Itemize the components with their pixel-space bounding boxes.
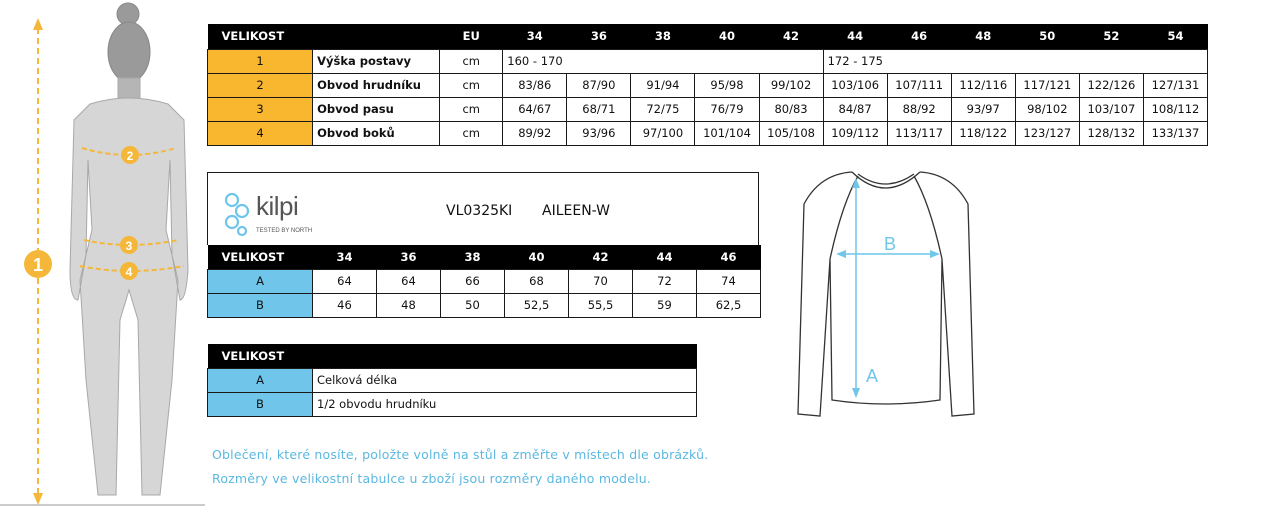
cell: 97/100 [631, 121, 695, 145]
unit-header: EU [440, 24, 503, 49]
cell: 64 [377, 269, 441, 293]
cell: 64 [313, 269, 377, 293]
cell: 50 [441, 293, 505, 317]
cell: 68 [505, 269, 569, 293]
size-col: 44 [823, 24, 887, 49]
cell: 93/97 [951, 97, 1015, 121]
row-name: Obvod hrudníku [313, 73, 440, 97]
cell: 55,5 [569, 293, 633, 317]
row-number: 1 [208, 49, 313, 73]
row-unit: cm [440, 73, 503, 97]
cell: 93/96 [567, 121, 631, 145]
height-range: 160 - 170 [503, 49, 823, 73]
row-number: 4 [208, 121, 313, 145]
cell: 80/83 [759, 97, 823, 121]
legend-table-header [208, 344, 697, 368]
table-row [208, 97, 1208, 121]
size-col: 36 [377, 245, 441, 269]
cell: 103/107 [1079, 97, 1143, 121]
table-row [208, 49, 1208, 73]
row-number: 3 [208, 97, 313, 121]
size-col: 48 [951, 24, 1015, 49]
size-header-label: VELIKOST [208, 24, 440, 49]
cell: 122/126 [1079, 73, 1143, 97]
product-name: AILEEN-W [542, 203, 610, 219]
product-table-header [208, 245, 761, 269]
cell: 76/79 [695, 97, 759, 121]
cell: 59 [633, 293, 697, 317]
row-number: 2 [208, 73, 313, 97]
row-name: Obvod pasu [313, 97, 440, 121]
row-label: B [208, 392, 313, 416]
row-desc: 1/2 obvodu hrudníku [313, 392, 697, 416]
row-unit: cm [440, 49, 503, 73]
row-unit: cm [440, 97, 503, 121]
table-row [208, 121, 1208, 145]
cell: 127/131 [1143, 73, 1207, 97]
marker-4: 4 [125, 265, 133, 279]
cell: 133/137 [1143, 121, 1207, 145]
table-row [208, 269, 761, 293]
row-label: B [208, 293, 313, 317]
product-size-table [207, 245, 761, 318]
row-unit: cm [440, 121, 503, 145]
cell: 105/108 [759, 121, 823, 145]
cell: 91/94 [631, 73, 695, 97]
size-header-label: VELIKOST [208, 245, 313, 269]
body-figure [0, 0, 210, 522]
cell: 74 [697, 269, 761, 293]
cell: 108/112 [1143, 97, 1207, 121]
cell: 62,5 [697, 293, 761, 317]
cell: 84/87 [823, 97, 887, 121]
row-name: Výška postavy [313, 49, 440, 73]
cell: 70 [569, 269, 633, 293]
size-col: 52 [1079, 24, 1143, 49]
marker-2: 2 [126, 149, 134, 163]
row-name: Obvod boků [313, 121, 440, 145]
size-col: 46 [697, 245, 761, 269]
cell: 68/71 [567, 97, 631, 121]
cell: 112/116 [951, 73, 1015, 97]
cell: 101/104 [695, 121, 759, 145]
logo-tagline: TESTED BY NORTH [256, 228, 313, 234]
row-desc: Celková délka [313, 368, 697, 392]
size-col: 46 [887, 24, 951, 49]
product-header [207, 172, 759, 245]
cell: 109/112 [823, 121, 887, 145]
size-col: 38 [631, 24, 695, 49]
cell: 52,5 [505, 293, 569, 317]
size-col: 54 [1143, 24, 1207, 49]
cell: 87/90 [567, 73, 631, 97]
size-col: 42 [569, 245, 633, 269]
table-row [208, 73, 1208, 97]
marker-1: 1 [32, 255, 44, 275]
cell: 95/98 [695, 73, 759, 97]
cell: 123/127 [1015, 121, 1079, 145]
size-col: 44 [633, 245, 697, 269]
size-col: 34 [503, 24, 567, 49]
cell: 107/111 [887, 73, 951, 97]
cell: 128/132 [1079, 121, 1143, 145]
size-col: 50 [1015, 24, 1079, 49]
kilpi-logo-icon [222, 191, 252, 237]
cell: 103/106 [823, 73, 887, 97]
table-row [208, 392, 697, 416]
cell: 72/75 [631, 97, 695, 121]
cell: 66 [441, 269, 505, 293]
legend-table [207, 344, 697, 417]
height-range: 172 - 175 [823, 49, 1207, 73]
size-col: 42 [759, 24, 823, 49]
note-line-2: Rozměry ve velikostní tabulce u zboží jsou rozměry daného modelu. [212, 471, 652, 486]
table-row [208, 293, 761, 317]
cell: 48 [377, 293, 441, 317]
body-table-header [208, 24, 1208, 49]
cell: 117/121 [1015, 73, 1079, 97]
cell: 64/67 [503, 97, 567, 121]
logo-text: kilpi [256, 191, 299, 221]
row-label: A [208, 368, 313, 392]
size-col: 38 [441, 245, 505, 269]
body-size-table [207, 24, 1208, 146]
cell: 99/102 [759, 73, 823, 97]
cell: 89/92 [503, 121, 567, 145]
size-col: 40 [505, 245, 569, 269]
row-label: A [208, 269, 313, 293]
cell: 118/122 [951, 121, 1015, 145]
size-header-label: VELIKOST [208, 344, 697, 368]
size-col: 36 [567, 24, 631, 49]
shirt-label-b: B [883, 234, 897, 254]
shirt-diagram [790, 164, 990, 424]
marker-3: 3 [125, 239, 133, 253]
cell: 46 [313, 293, 377, 317]
cell: 72 [633, 269, 697, 293]
cell: 83/86 [503, 73, 567, 97]
size-col: 34 [313, 245, 377, 269]
table-row [208, 368, 697, 392]
shirt-label-a: A [865, 366, 879, 386]
size-col: 40 [695, 24, 759, 49]
note-line-1: Oblečení, které nosíte, položte volně na stůl a změřte v místech dle obrázků. [212, 447, 709, 462]
product-code: VL0325KI [446, 203, 513, 219]
cell: 88/92 [887, 97, 951, 121]
cell: 98/102 [1015, 97, 1079, 121]
cell: 113/117 [887, 121, 951, 145]
